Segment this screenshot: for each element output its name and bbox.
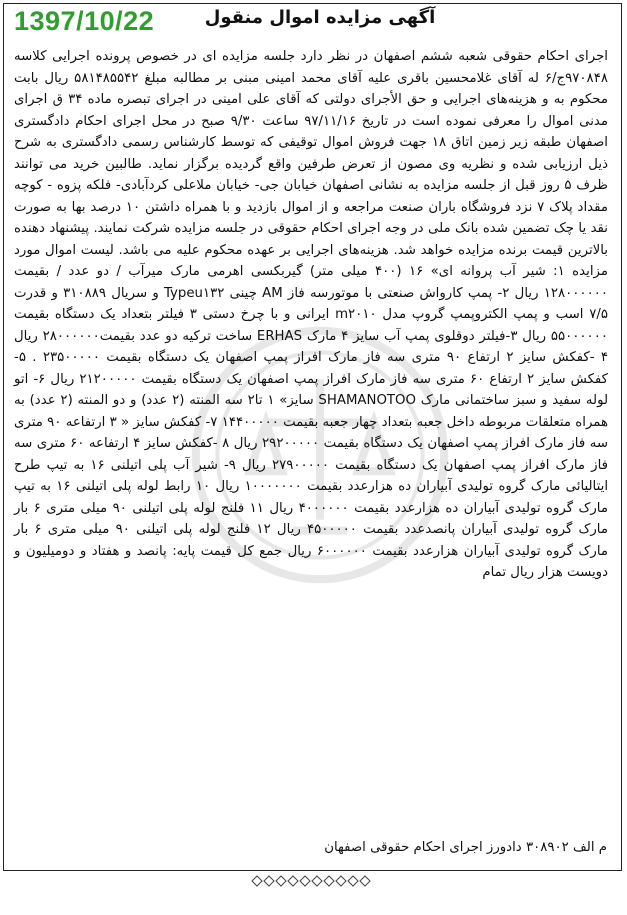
notice-date: 1397/10/22 [14,6,155,36]
notice-body: اجرای احکام حقوقی شعبه ششم اصفهان در نظر دارد جلسه مزایده ای در خصوص پرونده اجرایی کلاسه ۹۷۰۸۴۸ج/۶ له آقای غلامحسین باقری علیه آقای محمد امینی مبنی بر مطالبه مبلغ ۵۸۱۴۸۵۵۴۲ ریال بابت محکوم به و هزینه‌های اجرایی و حق الأجرای دولتی که آقای علی امینی در اجرای تبصره ماده ۳۴ ق اجرای مدنی اموال را معرفی نموده است در تاریخ ۹۷/۱۱/۱۶ ساعت ۹/۳۰ صبح در محل اجرای احکام دادگستری اصفهان طبقه زیر زمین اتاق ۱۸ جهت فروش اموال توقیفی که توسط کارشناس رسمی دادگستری به شرح ذیل ارزیابی شده و نظریه وی مصون از تعرض طرفین واقع گردیده برگزار نماید. طالبین خرید می توانند ظرف ۵ روز قبل از جلسه مزایده به نشانی اصفهان خیابان جی- خیابان ملاعلی کردآبادی- فلکه پزوه - کوچه مقداد پلاک ۷ نزد فروشگاه باران صنعت مراجعه و از اموال بازدید و با همراه داشتن ۱۰ درصد بها به صورت نقد یا چک تضمین شده بانک ملی در وجه اجرای احکام حقوقی در جلسه مزایده شرکت نمایند. پیشنهاد دهنده بالاترین قیمت برنده مزایده خواهد شد. هزینه‌های اجرایی بر عهده محکوم علیه می باشد. لیست اموال مورد مزایده ۱: شیر آب پروانه ای» ۱۶ (۴۰۰ میلی متر) گیربکسی اهرمی مارک میرآب / دو عدد / بقیمت ۱۲۸۰۰۰۰۰۰ ریال ۲- پمپ کارواش صنعتی با موتورسه فاز AM چینی Typeu۱۳۲ و سریال ۳۱۰۸۸۹ و قدرت ۷/۵ اسب و پمپ الکتروپمپ گروپ مدل m۲۰۱۰ ایرانی و با چرخ دستی ۳ فیلتر بتعداد یک دستگاه بقیمت ۵۵۰۰۰۰۰۰ ریال ۳-فیلتر دوقلوی پمپ آب سایز ۴ مارک ERHAS ساخت ترکیه دو عدد بقیمت۲۸۰۰۰۰۰۰ ریال ۴ -کفکش سایز ۲ ارتفاع ۹۰ متری سه فاز مارک افراز پمپ اصفهان یک دستگاه بقیمت ۲۳۵۰۰۰۰۰ . ۵- کفکش سایز ۲ ارتفاع ۶۰ متری سه فاز مارک افراز پمپ اصفهان یک دستگاه بقیمت ۲۱۲۰۰۰۰۰ ریال ۶- اتو لوله سفید و سبز ساختمانی مارک SHAMANOTOO سایز» ۱ تا۲ سه المنته (۲ عدد) و دو المنته (۲ عدد) به همراه متعلقات مربوطه داخل جعبه بتعداد چهار جعبه بقیمت ۱۴۴۰۰۰۰۰ ۷- کفکش سایز « ۳ ارتفاعه ۹۰ متری سه فاز مارک افراز پمپ اصفهان یک دستگاه بقیمت ۲۹۲۰۰۰۰۰ ریال ۸ -کفکش سایز ۴ ارتفاعه ۶۰ متری سه فاز مارک افراز پمپ اصفهان یک دستگاه بقیمت ۲۷۹۰۰۰۰۰ ریال ۹- شیر آب پلی اتیلنی ۱۶ به تیپ طرح ایتالیائی مارک گروه تولیدی آبیاران ده هزارعدد بقیمت ۱۰۰۰۰۰۰۰ ریال ۱۰ رابط لوله پلی اتیلنی ۱۶ به تیپ مارک گروه تولیدی آبیاران ده هزارعدد بقیمت ۴۰۰۰۰۰۰ ریال ۱۱ فلنج لوله پلی اتیلنی ۹۰ میلی متری ۶ بار مارک گروه تولیدی آبیاران پانصدعدد بقیمت ۴۵۰۰۰۰۰ ریال ۱۲ فلنج لوله پلی اتیلنی ۹۰ میلی متری ۶ بار مارک گروه تولیدی آبیاران هزارعدد بقیمت ۶۰۰۰۰۰۰ ریال جمع کل قیمت پایه: پانصد و هفتاد و دومیلیون و دویست هزار ریال تمام [14,49,609,580]
notice-signature: م الف ۳۰۸۹۰۲ دادورز اجرای احکام حقوقی اصفهان [324,840,607,855]
notice-title: آگهی مزایده اموال منقول [204,7,436,28]
footer-ornament [250,874,380,888]
